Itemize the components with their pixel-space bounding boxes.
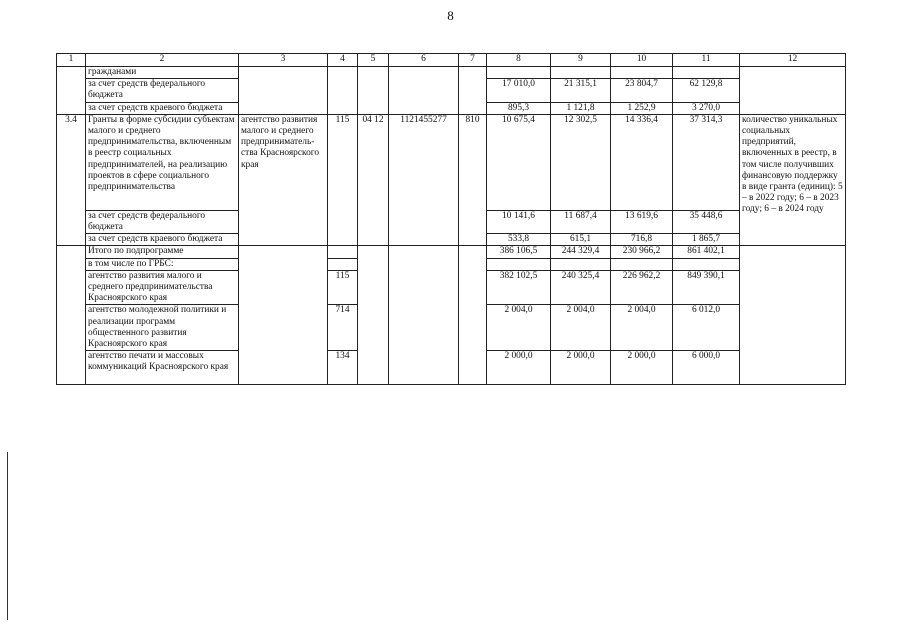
header-cell: 7 [459,54,487,67]
cell-value: 226 962,2 [611,270,673,305]
cell-value: 2 000,0 [487,351,551,385]
cell-value: 13 619,6 [611,210,673,233]
cell-value: 2 004,0 [487,305,551,351]
cell-empty [487,258,551,270]
cell-empty [239,67,328,115]
cell-value: 10 141,6 [487,210,551,233]
cell-value: 14 336,4 [611,114,673,210]
cell-name: за счет средств краевого бюджета [86,102,239,114]
cell-name: Гранты в форме субсидии субъектам малого и среднего предпринимательства, включенным в реестр социальных предпринимателей, на реализацию проектов в сфере социального предпринимательства [86,114,239,210]
cell-value: 230 966,2 [611,246,673,258]
cell-empty [551,67,611,79]
cell-empty [673,258,740,270]
header-cell: 1 [57,54,86,67]
cell-value: 533,8 [487,234,551,246]
header-cell: 12 [740,54,846,67]
table-row [57,67,846,79]
cell-value: 11 687,4 [551,210,611,233]
cell-value: 895,3 [487,102,551,114]
cell-agency: агентство развития малого и среднего предприниматель-ства Красноярского края [239,114,328,246]
cell-name: гражданами [86,67,239,79]
cell-value: 2 004,0 [611,305,673,351]
cell-value: 849 390,1 [673,270,740,305]
cell-empty [57,246,86,385]
cell-value: 21 315,1 [551,79,611,102]
cell-empty [57,67,86,115]
cell-csr: 1121455277 [389,114,459,246]
cell-empty [328,258,358,270]
cell-empty [328,67,358,115]
table-row [57,246,846,258]
cell-empty [358,246,389,385]
cell-grbs: 115 [328,114,358,246]
cell-name: за счет средств федерального бюджета [86,210,239,233]
cell-value: 716,8 [611,234,673,246]
cell-value: 244 329,4 [551,246,611,258]
header-cell: 8 [487,54,551,67]
cell-empty [459,67,487,115]
cell-grbs: 115 [328,270,358,305]
cell-name: за счет средств краевого бюджета [86,234,239,246]
cell-empty [740,246,846,385]
cell-value: 861 402,1 [673,246,740,258]
cell-item-number: 3.4 [57,114,86,246]
header-cell: 2 [86,54,239,67]
cell-grbs: 714 [328,305,358,351]
header-cell: 9 [551,54,611,67]
cell-name: агентство печати и массовых коммуникаций Красноярского края [86,351,239,385]
cell-name: агентство развития малого и среднего предпринимательства Красноярского края [86,270,239,305]
budget-table [56,53,846,385]
cell-vr: 810 [459,114,487,246]
cell-empty [328,246,358,258]
cell-value: 240 325,4 [551,270,611,305]
table-row [57,114,846,210]
cell-value: 6 000,0 [673,351,740,385]
cell-value: 12 302,5 [551,114,611,210]
cell-value: 17 010,0 [487,79,551,102]
cell-grbs: 134 [328,351,358,385]
cell-value: 35 448,6 [673,210,740,233]
cell-empty [673,67,740,79]
cell-empty [551,258,611,270]
header-cell: 5 [358,54,389,67]
cell-empty [611,67,673,79]
header-cell: 11 [673,54,740,67]
header-cell: 6 [389,54,459,67]
cell-value: 1 865,7 [673,234,740,246]
cell-empty [487,67,551,79]
cell-value: 2 000,0 [551,351,611,385]
cell-name: агентство молодежной политики и реализации программ общественного развития Красноярского края [86,305,239,351]
cell-value: 2 004,0 [551,305,611,351]
cell-rzpr: 04 12 [358,114,389,246]
cell-value: 6 012,0 [673,305,740,351]
cell-result: количество уникальных социальных предприятий, включенных в реестр, в том числе получивших финансовую поддержку в виде гранта (единиц): 5 – в 2022 году; 6 – в 2023 году; 6 – в 2024 году [740,114,846,246]
cell-empty [740,67,846,115]
cell-value: 37 314,3 [673,114,740,210]
cell-empty [358,67,389,115]
cell-empty [389,246,459,385]
cell-value: 1 121,8 [551,102,611,114]
cell-value: 386 106,5 [487,246,551,258]
header-row [57,54,846,67]
cell-incl-label: в том числе по ГРБС: [86,258,239,270]
cell-value: 1 252,9 [611,102,673,114]
cell-value: 382 102,5 [487,270,551,305]
header-cell: 3 [239,54,328,67]
header-cell: 10 [611,54,673,67]
cell-empty [459,246,487,385]
cell-value: 23 804,7 [611,79,673,102]
cell-value: 10 675,4 [487,114,551,210]
cell-value: 615,1 [551,234,611,246]
cell-value: 2 000,0 [611,351,673,385]
cell-empty [239,246,328,385]
cell-name: за счет средств федерального бюджета [86,79,239,102]
cell-empty [389,67,459,115]
cell-value: 62 129,8 [673,79,740,102]
page-number: 8 [447,8,454,23]
cell-total-label: Итого по подпрограмме [86,246,239,258]
header-cell: 4 [328,54,358,67]
cell-value: 3 270,0 [673,102,740,114]
cell-empty [611,258,673,270]
margin-line [7,452,8,620]
